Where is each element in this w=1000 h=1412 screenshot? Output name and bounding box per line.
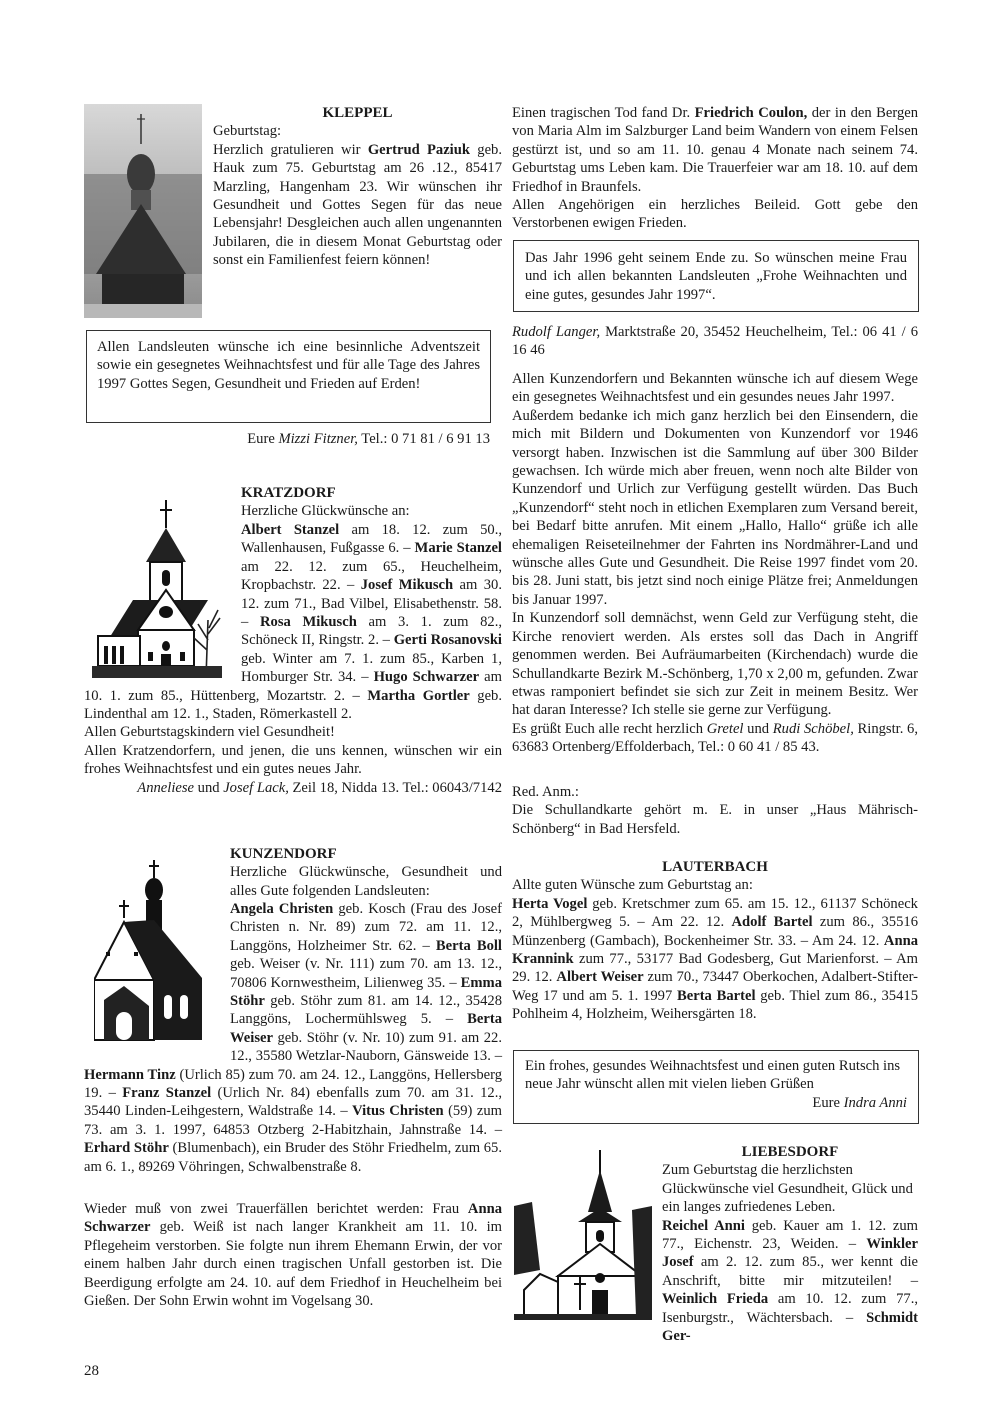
obituary-text: Einen tragischen Tod fand Dr. Friedrich Coulon, der in den Bergen von Maria Alm im Salzburger Land beim Wandern von einem Felsen gestürzt ist, und so am 11. 10. genau 4 Monate nach seinem 74. Geburtstag ums Leben kam. Die Trauerfeier war am 18. 10. auf dem Friedhof in Braunfels. <box>512 105 919 195</box>
section-heading-lauterbach: LAUTERBACH <box>662 859 768 875</box>
closing-text: Allen Geburtstagskindern viel Gesundheit! <box>84 724 335 741</box>
person-name: Vitus Christen <box>352 1103 444 1120</box>
person-name: Gertrud Paziuk <box>367 141 470 158</box>
greeting-text: Das Jahr 1996 geht seinem Ende zu. So wünschen meine Frau und ich allen bekannten Landsleuten „Frohe Weihnachten und eine gutes, gesundes Jahr 1997“. <box>525 250 907 303</box>
birthday-details: am 22. 12. zum 65., Heuchelheim, Kropbachstr. 22. – <box>241 558 502 594</box>
person-name: Schmidt Ger- <box>662 1309 918 1345</box>
person-name: Albert Weiser <box>556 969 644 986</box>
person-name: Berta Bartel <box>677 987 756 1004</box>
langer-signature: Rudolf Langer, Marktstraße 20, 35452 Heuchelheim, Tel.: 06 41 / 6 16 46 <box>512 324 918 359</box>
section-heading-kunzendorf: KUNZENDORF <box>230 846 337 862</box>
birthday-details: zum 70., 73447 Oberkochen, Adalbert-Stifter-Weg 17 und am 5. 1. 1997 <box>512 969 918 1004</box>
lauterbach-section <box>512 858 918 1024</box>
greeting-signature: Eure Indra Anni <box>812 1094 907 1111</box>
greeting-text: Allen Landsleuten wünsche ich eine besinnliche Adventszeit sowie ein gesegnetes Weihnachtsfest und für alle Tage des Jahres 1997 Gottes Segen, Gesundheit und Frieden auf Erden! <box>97 339 480 392</box>
mourning-text: Wieder muß von zwei Trauerfällen berichtet werden: Frau Anna Schwarzer geb. Weiß ist nach langer Krankheit am 11. 10. im Pflegeheim verstorben. Sie folgte nun ihrem Ehemann Erwin, der vor einem halben Jahr durch einen tragischen Unfall gestorben ist. Die Beerdigung erfolgte am 24. 10. auf dem Friedhof in Heuchelheim bei Gießen. Der Sohn Erwin wohnt im Vogelsang 30. <box>84 1201 502 1310</box>
birthday-details: am 10. 12. zum 77., Isenburgstr., Wächtersbach. – <box>662 1291 918 1326</box>
schoebel-letter <box>512 370 918 757</box>
birthday-details: zum 86., 35516 Münzenberg (Gambach), Bockenheimer Str. 33. – Am 24. 12. <box>512 914 918 949</box>
wooden-chapel-photo <box>84 104 202 318</box>
person-name: Reichel Anni <box>662 1217 745 1234</box>
kratzdorf-intro: Herzliche Glückwünsche an: <box>241 503 410 520</box>
birthday-details: geb. Stöhr (v. Nr. 10) zum 91. am 22. 12., 35580 Wetzlar-Nauborn, Gänsweide 13. – <box>230 1029 502 1065</box>
liebesdorf-intro: Zum Geburtstag die herzlichsten Glückwünsche viel Gesundheit, Glück und ein langes zufriedenes Leben. <box>662 1162 913 1216</box>
kratzdorf-section <box>241 484 502 521</box>
person-name: Berta Weiser <box>230 1011 502 1046</box>
person-name: Angela Christen <box>230 901 334 917</box>
section-heading-kleppel: KLEPPEL <box>322 105 393 121</box>
person-name: Marie Stanzel <box>414 540 502 557</box>
greeting-text: Ein frohes, gesundes Weihnachtsfest und einen guten Rutsch ins neue Jahr wünscht allen mit vielen lieben Grüßen <box>525 1058 901 1093</box>
condolence-text: Allen Angehörigen ein herzliches Beileid. Gott gebe den Verstorbenen ewigen Frieden. <box>512 197 918 232</box>
kratzdorf-birthdays <box>84 521 502 797</box>
birthday-details: (Urlich 85) zum 70. am 24. 12., Langgöns, Hellersberg 19. – <box>84 1066 502 1102</box>
person-name: Gerti Rosanovski <box>393 632 502 649</box>
birthday-details: geb. Weiser (v. Nr. 111) zum 70. am 13. 12., 70806 Kornwestheim, Lilienweg 35. – <box>230 956 502 991</box>
birthday-details: geb. Kretschmer zum 65. am 15. 12., 61137 Schöneck 2, Mühlbergweg 5. – Am 22. 12. <box>512 895 918 931</box>
person-name: Erhard Stöhr <box>84 1140 169 1157</box>
greeting-box-indra <box>513 1050 919 1124</box>
birthday-details: am 3. 1. zum 82., Schöneck II, Ringstr. 2. – <box>241 614 502 649</box>
kunzendorf-intro: Herzliche Glückwünsche, Gesundheit und alles Gute folgenden Landsleuten: <box>230 864 502 899</box>
birthday-details: geb. Kosch (Frau des Josef Christen n. Nr. 89) zum 72. am 11. 12., Langgöns, Holzheimer Str. 62. – <box>230 901 502 954</box>
birthday-details: geb. Kauer am 1. 12. zum 77., Eichenstr. 23, Weiden. – <box>662 1217 919 1253</box>
signature: Anneliese und Josef Lack, Zeil 18, Nidda 13. Tel.: 06043/7142 <box>137 779 502 796</box>
birthday-details: (Blumenbach), ein Bruder des Stöhr Friedhelm, zum 65. am 6. 1., 89269 Vöhringen, Schwalbenstraße 8. <box>84 1140 503 1175</box>
liebesdorf-section <box>662 1143 918 1345</box>
letter-paragraph-2: Außerdem bedanke ich mich ganz herzlich bei den Einsendern, die mich mit Bildern und Dokumenten von Kunzendorf vor 1946 versorgt haben. Inzwischen ist die Sammlung auf über 300 Bilder gewachsen. Ich würde mich aber freuen, wenn noch alte Bilder von Kunzendorf und Urlich zur Verfügung gestellt würden. Das Buch „Kunzendorf“ steht noch in etlichen Exemplaren zum Versand bereit, bei Bedarf bitte anrufen. Mit einem „Hallo, Hallo“ grüße ich alle ehemaligen Reiseteilnehmer der Fahrten ins Nordmährer-Land und wünsche alles Gute und Gesundheit. Die Reise 1997 findet vom 20. bis 28. Juni statt, bis jetzt sind noch einige Plätze frei; Anmeldungen bis Januar 1997. <box>512 407 918 608</box>
person-name: Berta Boll <box>435 937 502 954</box>
letter-paragraph-3: In Kunzendorf soll demnächst, wenn Geld zur Verfügung steht, die Kirche renoviert werden. Als erstes soll das Dach in Angriff genommen werden. Bei Aufräumarbeiten (Kirchendach) wurde die Schullandkarte Bezirk M.-Schönberg, 1,70 x 2,00 m, gefunden. Zwar etwas ramponiert befindet sie sich zur Zeit in meinem Besitz. Wer hat daran Interesse? Ich stelle sie gerne zur Verfügung. <box>512 610 918 719</box>
coulon-obituary <box>512 104 918 233</box>
person-name: Rosa Mikusch <box>259 614 357 631</box>
greeting-box-fitzner <box>86 330 491 423</box>
greeting-box-langer <box>513 240 919 312</box>
birthday-details: geb. Stöhr zum 81. am 14. 12., 35428 Langgöns, Lochermühlsweg 5. – <box>230 993 502 1028</box>
birthday-details: (59) zum 73. am 3. 1. 1997, 64853 Otzberg 2-Habitzhain, Jahnstraße 14. – <box>84 1103 502 1138</box>
section-heading-liebesdorf: LIEBESDORF <box>741 1144 839 1160</box>
birthday-list <box>662 1217 918 1346</box>
closing-text: Allen Kratzendorfern, und jenen, die uns kennen, wünschen wir ein frohes Weihnachtsfest und ein gutes neues Jahr. <box>84 742 502 778</box>
section-heading-kratzdorf: KRATZDORF <box>241 485 336 501</box>
kleppel-intro: Geburtstag: <box>213 123 282 140</box>
editor-note-text: Die Schullandkarte gehört m. E. in unser „Haus Mährisch-Schönberg“ in Bad Hersfeld. <box>512 802 918 837</box>
birthday-details: geb. Lindenthal am 12. 1., Staden, Römerkastell 2. <box>84 687 502 723</box>
page-number: 28 <box>84 1363 99 1379</box>
editor-note-label: Red. Anm.: <box>512 784 579 800</box>
person-name: Emma Stöhr <box>230 974 502 1010</box>
letter-paragraph-1: Allen Kunzendorfern und Bekannten wünsche ich auf diesem Wege ein gesegnetes Weihnachtsfest und ein gesundes neues Jahr 1997. <box>512 371 918 406</box>
person-name: Hugo Schwarzer <box>373 669 480 686</box>
kleppel-section <box>213 104 502 270</box>
person-name: Winkler Josef <box>662 1236 918 1271</box>
birthday-list <box>512 895 918 1024</box>
letter-signature: Es grüßt Euch alle recht herzlich Gretel und Rudi Schöbel, Ringstr. 6, 63683 Ortenberg/Effolderbach, Tel.: 0 60 41 / 85 43. <box>512 720 918 756</box>
person-name: Albert Stanzel <box>241 522 340 538</box>
liebesdorf-church-drawing <box>514 1150 652 1320</box>
birthday-details: am 18. 12. zum 50., Wallenhausen, Fußgasse 6. – <box>241 522 502 557</box>
person-name: Martha Gortler <box>367 687 470 704</box>
birthday-details: geb. Winter am 7. 1. zum 85., Karben 1, Homburger Str. 34. – <box>241 650 502 686</box>
kunzendorf-birthdays <box>84 900 502 1176</box>
kunzendorf-section <box>230 845 502 900</box>
birthday-details: am 10. 1. zum 85., Hüttenberg, Mozartstr. 2. – <box>84 669 502 704</box>
person-name: Anna Schwarzer <box>84 1201 502 1236</box>
person-name: Weinlich Frieda <box>662 1291 769 1308</box>
birthday-details: am 2. 12. zum 85., wer kennt die Anschrift, bitte mir mitzuteilen! – <box>662 1254 918 1289</box>
person-name: Franz Stanzel <box>122 1085 212 1102</box>
image-spacer <box>84 521 241 681</box>
lauterbach-intro: Allte guten Wünsche zum Geburtstag an: <box>512 877 753 894</box>
birthday-details: am 30. 12. zum 71., Bad Vilbel, Elisabethenstr. 58. – <box>241 577 502 631</box>
birthday-details: zum 77., 53177 Bad Godesberg, Gut Marienforst. – Am 29. 12. <box>512 951 918 986</box>
person-name: Friedrich Coulon, <box>694 105 808 121</box>
editor-note <box>512 783 918 838</box>
birthday-details: (Urlich Nr. 84) ebenfalls zum 70. am 31. 12., 35440 Linden-Leihgestern, Waldstraße 14. – <box>84 1085 502 1120</box>
person-name: Adolf Bartel <box>731 914 813 931</box>
image-spacer <box>84 900 230 1050</box>
person-name: Josef Mikusch <box>360 577 454 594</box>
kleppel-text: Herzlich gratulieren wir Gertrud Paziuk geb. Hauk zum 75. Geburtstag am 26 .12., 85417 Marzling, Hangenham 23. Wir wünschen ihr Gesundheit und Gottes Segen für das neue Lebensjahr! Desgleichen auch allen ungenannten Jubilaren, die in diesem Monat Geburtstag oder sonst ein Familienfest feiern können! <box>213 141 502 269</box>
birthday-details: geb. Thiel zum 86., 35415 Pohlheim 4, Holzheim, Weihersgärten 18. <box>512 987 918 1023</box>
person-name: Anna Krannink <box>512 932 918 968</box>
kunzendorf-mourning <box>84 1200 502 1310</box>
person-name: Herta Vogel <box>512 895 588 912</box>
person-name: Hermann Tinz <box>84 1066 176 1083</box>
fitzner-signature: Eure Mizzi Fitzner, Tel.: 0 71 81 / 6 91 13 <box>247 431 490 447</box>
